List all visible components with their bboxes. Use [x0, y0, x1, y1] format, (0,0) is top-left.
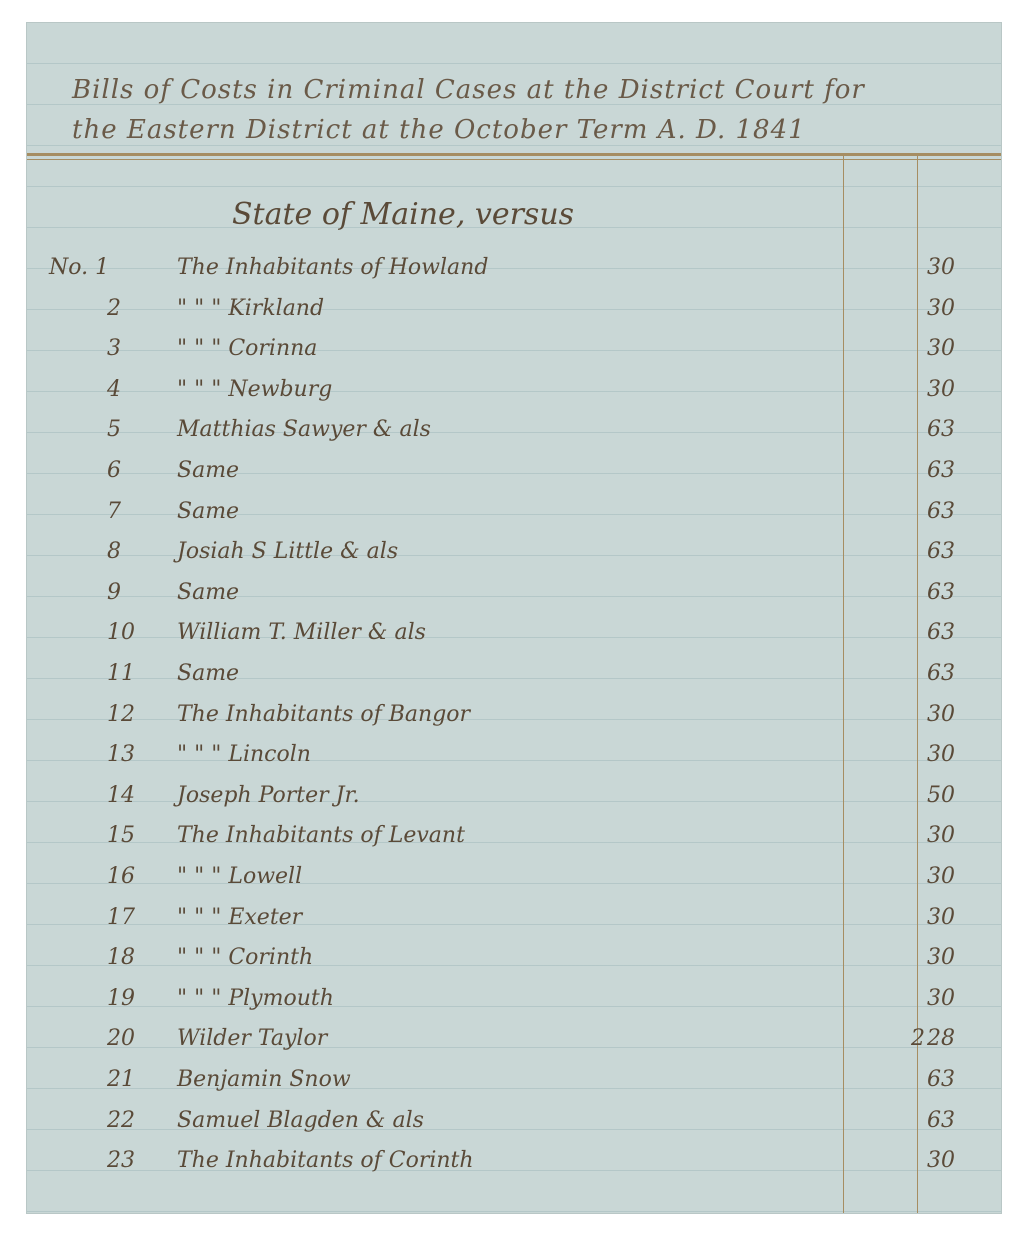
cost-cents: 30: [927, 255, 955, 280]
case-number: 19: [107, 985, 135, 1011]
cost-cents: 30: [927, 904, 955, 930]
case-number: 8: [107, 539, 121, 565]
case-description: Same: [177, 579, 240, 605]
case-number: 21: [107, 1067, 135, 1092]
cost-cents: 28: [927, 1026, 955, 1052]
cost-cents: 63: [927, 1067, 955, 1092]
document-sheet: [26, 22, 1002, 1214]
case-description: Samuel Blagden & als: [177, 1107, 424, 1133]
cost-cents: 30: [927, 701, 955, 727]
list-item: [27, 702, 1001, 742]
case-description: Wilder Taylor: [177, 1026, 328, 1052]
list-item: [27, 377, 1001, 417]
list-item: [27, 255, 1001, 295]
list-item: [27, 905, 1001, 945]
case-number: 3: [107, 336, 121, 362]
case-description: Same: [177, 458, 240, 483]
case-description: " " " Newburg: [177, 376, 333, 402]
case-number: 22: [107, 1107, 135, 1133]
list-item: [27, 417, 1001, 457]
case-description: Same: [177, 498, 240, 524]
cost-cents: 50: [927, 782, 955, 808]
case-number: 7: [107, 498, 121, 524]
cost-cents: 63: [927, 579, 955, 605]
case-number: 9: [107, 579, 121, 605]
list-item: [27, 823, 1001, 863]
cost-cents: 63: [927, 620, 955, 646]
list-item: [27, 1108, 1001, 1148]
case-number: 10: [107, 620, 135, 646]
case-number: 18: [107, 945, 135, 971]
case-number: 5: [107, 417, 121, 443]
document-title-line-2: the Eastern District at the October Term A. D. 1841: [72, 115, 806, 145]
case-description: Josiah S Little & als: [177, 539, 399, 565]
cost-cents: 63: [927, 417, 955, 443]
list-item: [27, 742, 1001, 782]
case-description: " " " Plymouth: [177, 985, 334, 1011]
case-number: 11: [107, 661, 135, 686]
case-heading: State of Maine, versus: [232, 197, 575, 232]
list-item: [27, 1148, 1001, 1188]
cost-cents: 30: [927, 336, 955, 362]
cost-cents: 30: [927, 742, 955, 768]
case-description: William T. Miller & als: [177, 620, 426, 646]
case-description: The Inhabitants of Corinth: [177, 1148, 474, 1174]
case-number: 16: [107, 864, 135, 889]
case-number: 13: [107, 742, 135, 768]
list-item: [27, 336, 1001, 376]
case-description: Benjamin Snow: [177, 1067, 351, 1092]
cost-cents: 63: [927, 661, 955, 686]
case-number: 15: [107, 823, 135, 849]
case-description: " " " Lowell: [177, 864, 303, 889]
case-description: " " " Lincoln: [177, 742, 311, 768]
cost-cents: 63: [927, 498, 955, 524]
case-description: Joseph Porter Jr.: [177, 782, 360, 808]
header-rule: [27, 153, 1001, 156]
list-item: [27, 458, 1001, 498]
case-description: " " " Kirkland: [177, 295, 325, 321]
list-item: [27, 661, 1001, 701]
cost-cents: 30: [927, 376, 955, 402]
list-item: [27, 539, 1001, 579]
case-number: 4: [107, 376, 121, 402]
cost-cents: 30: [927, 985, 955, 1011]
case-description: The Inhabitants of Levant: [177, 823, 465, 849]
case-number: 2: [107, 295, 121, 321]
list-item: [27, 783, 1001, 823]
list-item: [27, 864, 1001, 904]
list-item: [27, 620, 1001, 660]
list-item: [27, 296, 1001, 336]
cost-cents: 30: [927, 823, 955, 849]
list-item: [27, 499, 1001, 539]
document-title-line-1: Bills of Costs in Criminal Cases at the District Court for: [72, 75, 865, 105]
list-item: [27, 1026, 1001, 1066]
list-item: [27, 580, 1001, 620]
cost-cents: 30: [927, 945, 955, 971]
case-description: " " " Corinna: [177, 336, 318, 362]
case-description: " " " Corinth: [177, 945, 314, 971]
case-description: Matthias Sawyer & als: [177, 417, 431, 443]
case-description: The Inhabitants of Howland: [177, 255, 489, 280]
cost-dollars: 2: [911, 1026, 925, 1052]
cost-cents: 63: [927, 1107, 955, 1133]
case-number: 12: [107, 701, 135, 727]
case-number: 20: [107, 1026, 135, 1052]
case-description: The Inhabitants of Bangor: [177, 701, 471, 727]
case-description: Same: [177, 661, 240, 686]
list-item: [27, 986, 1001, 1026]
cost-cents: 30: [927, 1148, 955, 1174]
cost-cents: 63: [927, 539, 955, 565]
case-number: 23: [107, 1148, 135, 1174]
case-description: " " " Exeter: [177, 904, 303, 930]
list-item: [27, 945, 1001, 985]
cost-cents: 63: [927, 458, 955, 483]
case-number: 6: [107, 458, 121, 483]
cost-cents: 30: [927, 864, 955, 889]
case-number: No. 1: [49, 255, 110, 280]
cost-cents: 30: [927, 295, 955, 321]
case-number: 17: [107, 904, 135, 930]
header-rule-thin: [27, 159, 1001, 160]
list-item: [27, 1067, 1001, 1107]
case-number: 14: [107, 782, 135, 808]
